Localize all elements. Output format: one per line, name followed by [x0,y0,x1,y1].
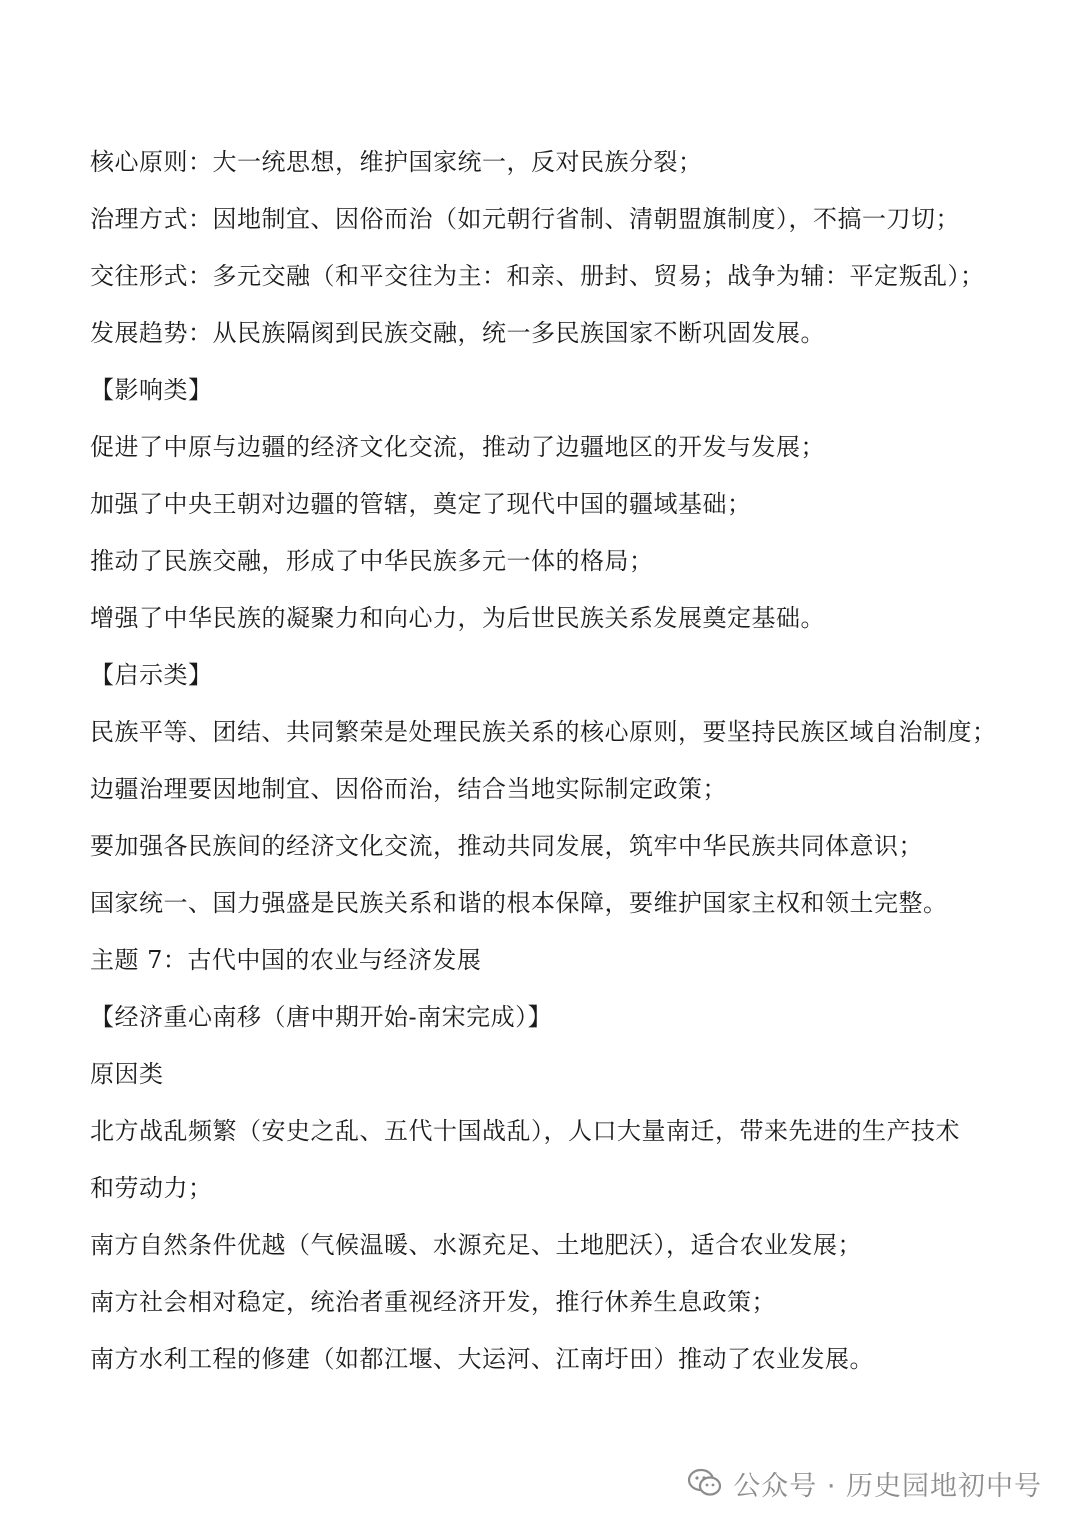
text-line: 北方战乱频繁（安史之乱、五代十国战乱），人口大量南迁，带来先进的生产技术 [90,1117,960,1145]
topic-title: 主题 7：古代中国的农业与经济发展 [90,946,482,974]
text-line: 边疆治理要因地制宜、因俗而治，结合当地实际制定政策； [90,775,727,803]
section-heading: 【影响类】 [90,376,213,404]
wechat-icon [687,1468,723,1498]
text-line: 和劳动力； [90,1174,213,1202]
text-line: 核心原则：大一统思想，维护国家统一，反对民族分裂； [90,148,703,176]
text-line: 南方自然条件优越（气候温暖、水源充足、土地肥沃），适合农业发展； [90,1231,862,1259]
text-line: 发展趋势：从民族隔阂到民族交融，统一多民族国家不断巩固发展。 [90,319,825,347]
text-line: 治理方式：因地制宜、因俗而治（如元朝行省制、清朝盟旗制度），不搞一刀切； [90,205,960,233]
subsection-heading: 原因类 [90,1060,164,1088]
text-line: 民族平等、团结、共同繁荣是处理民族关系的核心原则，要坚持民族区域自治制度； [90,718,997,746]
text-line: 加强了中央王朝对边疆的管辖，奠定了现代中国的疆域基础； [90,490,752,518]
text-line: 要加强各民族间的经济文化交流，推动共同发展，筑牢中华民族共同体意识； [90,832,923,860]
watermark-text: 公众号 · 历史园地初中号 [733,1470,1042,1502]
text-line: 推动了民族交融，形成了中华民族多元一体的格局； [90,547,654,575]
document-body [90,134,1010,1388]
section-heading: 【启示类】 [90,661,213,689]
text-line: 南方社会相对稳定，统治者重视经济开发，推行休养生息政策； [90,1288,776,1316]
text-line: 南方水利工程的修建（如都江堰、大运河、江南圩田）推动了农业发展。 [90,1345,874,1373]
text-line: 国家统一、国力强盛是民族关系和谐的根本保障，要维护国家主权和领土完整。 [90,889,948,917]
text-line: 交往形式：多元交融（和平交往为主：和亲、册封、贸易；战争为辅：平定叛乱）； [90,262,985,290]
text-line: 促进了中原与边疆的经济文化交流，推动了边疆地区的开发与发展； [90,433,825,461]
text-line: 增强了中华民族的凝聚力和向心力，为后世民族关系发展奠定基础。 [90,604,825,632]
section-heading: 【经济重心南移（唐中期开始-南宋完成）】 [90,1003,553,1031]
watermark [687,1463,1042,1503]
